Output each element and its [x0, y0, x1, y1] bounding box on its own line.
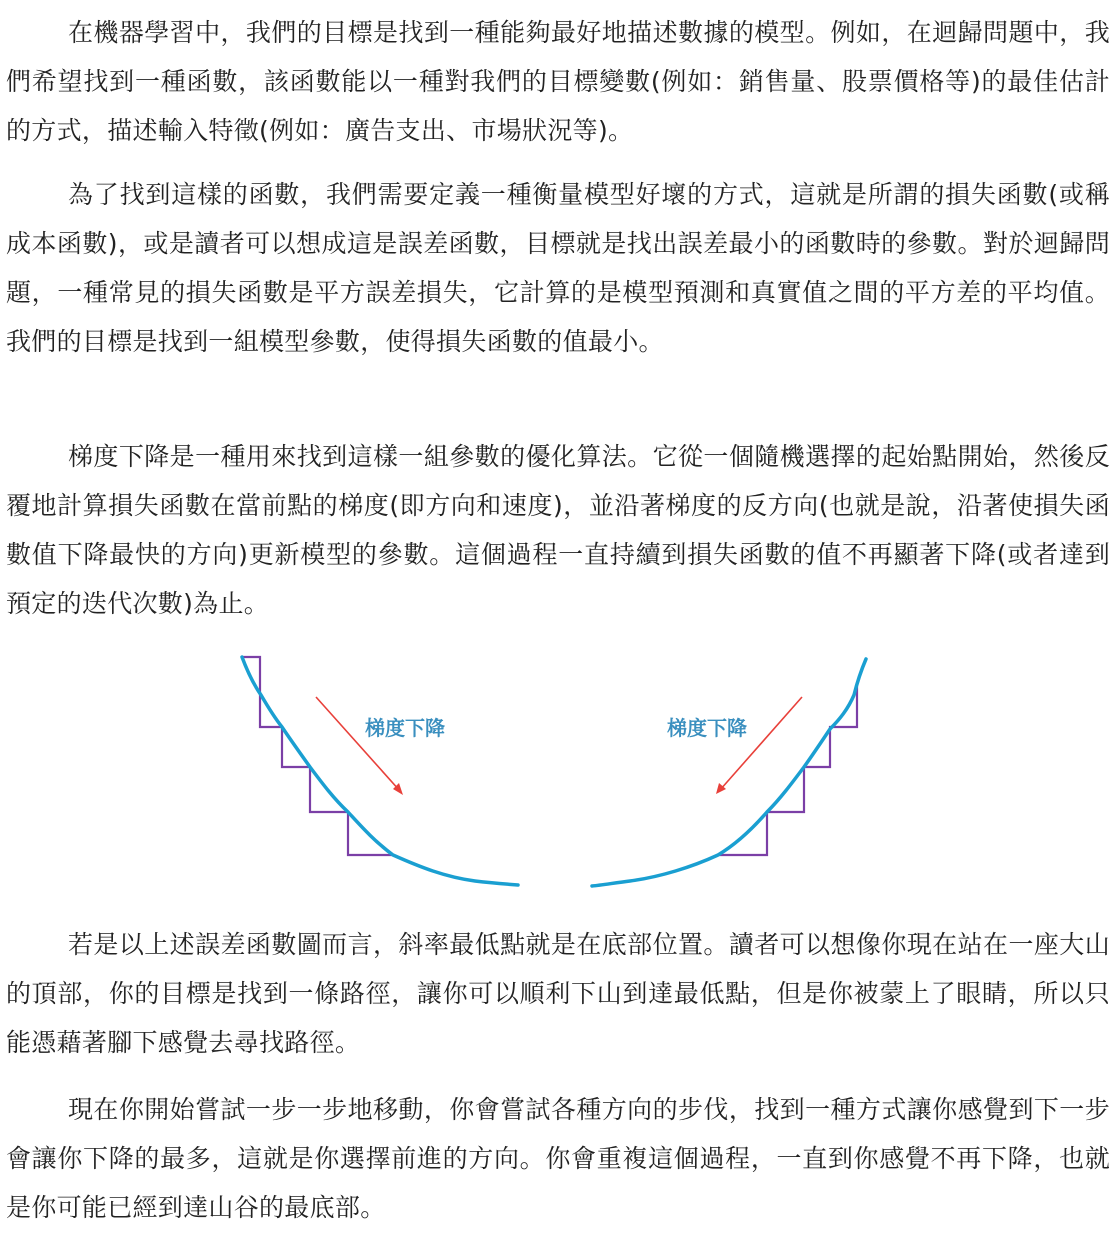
- right-descent-arrow: [720, 697, 802, 790]
- paragraph-gradient-descent: 梯度下降是一種用來找到這樣一組參數的優化算法。它從一個隨機選擇的起始點開始，然後反覆地計算損失函數在當前點的梯度(即方向和速度)，並沿著梯度的反方向(也就是說，沿著使損失函數值下降最快的方向)更新模型的參數。這個過程一直持續到損失函數的值不再顯著下降(或者達到預定的迭代次數)為止。: [6, 442, 1110, 618]
- right-loss-curve: [592, 659, 866, 886]
- left-step-path: [242, 657, 393, 855]
- paragraph-step-by-step: 現在你開始嘗試一步一步地移動，你會嘗試各種方向的步伐，找到一種方式讓你感覺到下一步會讓你下降的最多，這就是你選擇前進的方向。你會重複這個過程，一直到你感覺不再下降，也就是你可能已經到達山谷的最底部。: [6, 1095, 1110, 1222]
- right-step-path: [718, 685, 857, 855]
- left-descent-arrow: [316, 697, 400, 791]
- left-loss-curve: [242, 657, 518, 885]
- gradient-descent-figure: [230, 645, 890, 900]
- right-gradient-label: 梯度下降: [667, 716, 747, 740]
- gradient-descent-diagram: [230, 645, 890, 900]
- left-gradient-label: 梯度下降: [365, 716, 445, 740]
- paragraph-loss-function: 為了找到這樣的函數，我們需要定義一種衡量模型好壞的方式，這就是所謂的損失函數(或稱成本函數)，或是讀者可以想成這是誤差函數，目標就是找出誤差最小的函數時的參數。對於迴歸問題，一種常見的損失函數是平方誤差損失，它計算的是模型預測和真實值之間的平方差的平均值。我們的目標是找到一組模型參數，使得損失函數的值最小。: [6, 180, 1110, 356]
- paragraph-intro: 在機器學習中，我們的目標是找到一種能夠最好地描述數據的模型。例如，在迴歸問題中，我們希望找到一種函數，該函數能以一種對我們的目標變數(例如：銷售量、股票價格等)的最佳估計的方式，描述輸入特徵(例如：廣告支出、市場狀況等)。: [6, 18, 1110, 145]
- paragraph-mountain-analogy: 若是以上述誤差函數圖而言，斜率最低點就是在底部位置。讀者可以想像你現在站在一座大山的頂部，你的目標是找到一條路徑，讓你可以順利下山到達最低點，但是你被蒙上了眼睛，所以只能憑藉著腳下感覺去尋找路徑。: [6, 930, 1110, 1057]
